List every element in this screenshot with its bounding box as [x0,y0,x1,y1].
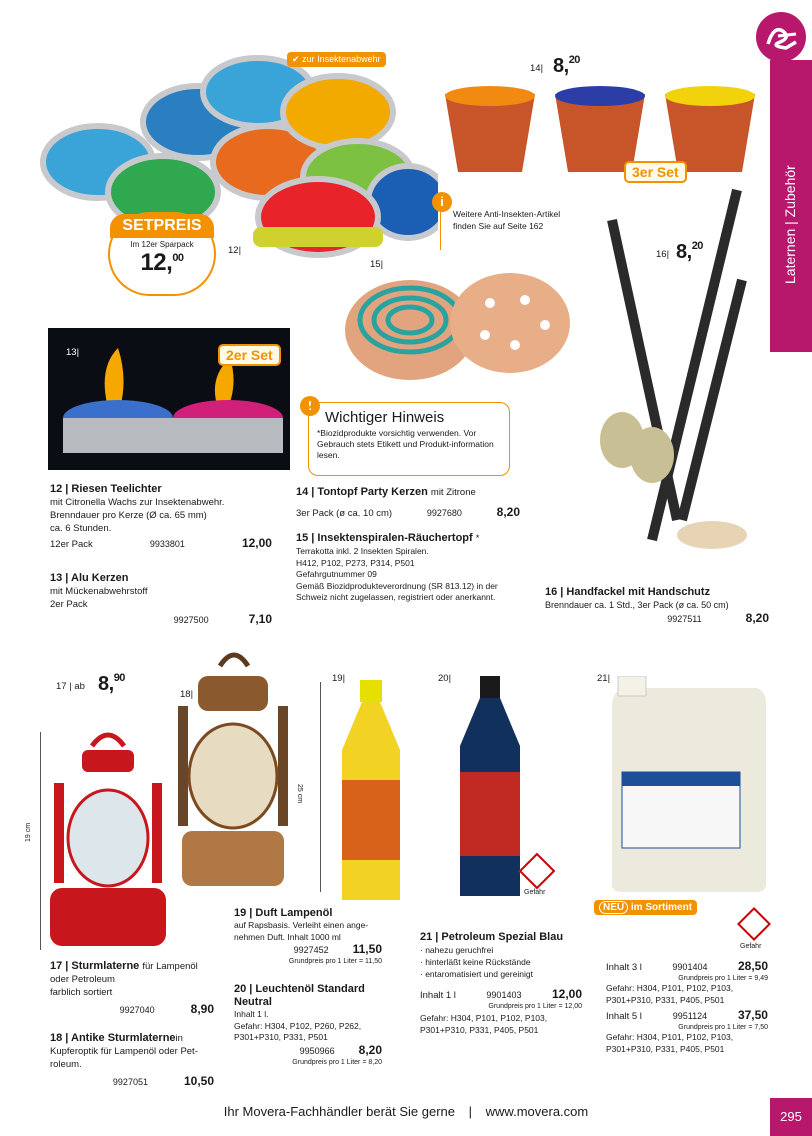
product-12 [50,482,272,551]
product-19-price: 11,50 [352,942,382,956]
insect-repellent-badge [287,52,386,67]
label-14: 14| [530,63,544,74]
info-icon: i [432,192,452,212]
label-19: 19| [332,673,346,684]
product-16-number: 9927511 [667,614,702,624]
product-14 [296,485,520,520]
tealights-photo [38,52,438,262]
mosquito-coil-pot-photo [340,265,570,395]
product-18-title-suffix: in Kupferoptik für Lampenöl oder Pet-roleum. [50,1033,198,1070]
product-12-desc-2: Brenndauer pro Kerze (Ø ca. 65 mm) [50,510,207,521]
coil-pot-illustration [340,265,570,395]
product-13 [50,571,272,627]
product-13-desc-2: 2er Pack [50,599,88,610]
product-21-bullet-3: entaromatisiert und gereinigt [425,969,533,979]
product-20-price: 8,20 [358,1042,382,1057]
info-box [440,208,560,250]
product-18-number: 9927051 [112,1077,148,1087]
hazard-label-20: Gefahr [524,889,546,896]
price-17-big: 8,90 [98,672,125,695]
price-14-big: 8,20 [553,54,580,77]
product-12-number: 9933801 [149,539,185,549]
product-16-title: 16 | Handfackel mit Handschutz [545,586,711,598]
product-17 [50,960,214,1017]
product-13-number: 9927500 [173,615,209,625]
hint-text: *Biozidprodukte vorsichtig verwenden. Vor Gebrauch stets Etikett und Produkt-information lesen. [317,428,494,460]
label-20: 20| [438,673,452,684]
dimension-line-19 [320,682,321,892]
product-14-title-suffix: mit Zitrone [430,487,476,498]
red-lantern-illustration [42,728,174,953]
label-21: 21| [597,673,611,684]
product-12-desc-1: mit Citronella Wachs zur Insektenabwehr. [50,497,225,508]
dimension-line-17 [40,732,41,950]
product-20-hazards: Gefahr: H304, P102, P260, P262, P301+P310, P331, P501 [234,1020,362,1042]
check-icon: ✔ [292,54,300,64]
new-in-range-badge [594,900,697,915]
product-21-number-1l: 9901403 [486,990,522,1000]
hazard-label-21: Gefahr [740,943,762,950]
label-13: 13| [66,347,80,358]
product-17-number: 9927040 [119,1005,155,1015]
product-20-desc-1: Inhalt 1 l. [234,1009,269,1019]
lamp-oil-bottle-illustration [330,680,412,906]
torches-illustration [572,180,767,580]
product-21-base-price-5l: Grundpreis pro 1 Liter = 7,50 [678,1024,768,1031]
product-12-price: 12,00 [241,536,272,550]
product-14-price: 8,20 [496,505,520,519]
petroleum-canister-photo [606,676,771,896]
footer-url[interactable]: www.movera.com [485,1104,589,1119]
product-14-title: 14 | Tontopf Party Kerzen [296,486,428,498]
product-18 [50,1032,214,1089]
product-15-desc-2: H412, P102, P273, P314, P501 [296,557,415,568]
product-21-bullet-2: hinterläßt keine Rückstände [425,957,531,967]
product-19 [234,906,382,966]
footer-separator: | [468,1104,473,1119]
product-21: 21 | Petroleum Spezial Blau · nahezu geruchfrei · hinterläßt keine Rückstände · entaromatisiert und gereinigt Inhalt 1 l 9901403 12,00 Grundpreis pro 1 Liter = 12,00 Gefahr: H304, P101, P102, P103, P301+P310, P331, P405, P501 [420,931,582,1035]
torches-photo [572,180,767,580]
product-19-base-price: Grundpreis pro 1 Liter = 11,50 [288,958,382,965]
product-21-size-1l: Inhalt 1 l [420,990,456,1001]
dimension-25cm: 25 cm [296,784,303,804]
badge-2er-set: 2er Set [218,344,281,366]
hint-icon: ! [300,396,320,416]
label-18: 18| [180,689,194,700]
product-21-price-5l: 37,50 [737,1008,768,1022]
red-storm-lantern-photo [42,728,174,953]
product-21-number-3l: 9901404 [672,962,708,972]
product-14-number: 9927680 [426,508,462,518]
product-14-pack: 3er Pack (ø ca. 10 cm) [296,508,393,519]
hazard-icon-21 [737,907,771,941]
setpreis-price: 12,00 [140,249,184,276]
product-21-size-5l: Inhalt 5 l [606,1011,642,1022]
page-number: 295 [770,1098,812,1136]
product-21-number-5l: 9951124 [672,1011,708,1021]
product-13-price: 7,10 [248,612,272,626]
setpreis-badge [108,212,216,296]
label-16: 16| [656,249,670,260]
clay-pot-candles-photo [440,82,760,177]
petroleum-bottle-photo [452,676,526,900]
product-21-hazards-3l: Gefahr: H304, P101, P102, P103, P301+P310, P331, P405, P501 [606,983,734,1005]
product-13-title: 13 | Alu Kerzen [50,572,129,584]
product-16 [545,585,769,626]
product-17-title-suffix: für Lampenöl oder Petroleum [50,961,198,985]
in-range-label: im Sortiment [630,902,693,913]
product-18-price: 10,50 [183,1074,214,1088]
product-15 [296,531,528,604]
footer-text: Ihr Movera-Fachhändler berät Sie gerne [223,1104,455,1119]
canister-illustration [606,676,771,896]
footer [0,1104,812,1128]
product-21-variants [606,960,768,1055]
product-19-title: 19 | Duft Lampenöl [234,907,333,919]
side-tab [770,60,812,352]
product-20-number: 9950966 [299,1045,335,1056]
dimension-19cm: 19 cm [25,822,32,842]
product-15-desc-3: Gefahrgutnummer 09 [296,569,377,579]
product-21-base-price-3l: Grundpreis pro 1 Liter = 9,49 [678,975,768,982]
product-20-title: 20 | Leuchtenöl Standard Neutral [234,983,365,1008]
setpreis-title: SETPREIS [110,214,214,238]
product-21-size-3l: Inhalt 3 l [606,962,642,973]
product-15-title: 15 | Insektenspiralen-Räuchertopf [296,532,473,544]
movera-logo [756,12,806,62]
product-21-bullet-1: nahezu geruchfrei [425,945,494,955]
product-12-pack: 12er Pack [50,539,93,550]
label-12: 12| [228,245,242,256]
product-12-desc-3: ca. 6 Stunden. [50,523,112,534]
product-19-number: 9927452 [293,945,329,955]
product-20 [234,983,382,1067]
clay-pots-illustration [440,82,760,177]
product-21-title: 21 | Petroleum Spezial Blau [420,931,564,943]
label-17: 17 | ab [56,681,85,692]
hint-title: Wichtiger Hinweis [325,409,445,426]
setpreis-subtitle: Im 12er Sparpack [130,240,194,249]
insect-repellent-label: zur Insektenabwehr [302,54,381,64]
product-17-title: 17 | Sturmlaterne [50,960,140,972]
scented-lamp-oil-photo [330,680,412,906]
antique-lantern-photo [168,646,298,896]
product-17-desc-1: farblich sortiert [50,987,113,998]
product-13-desc-1: mit Mückenabwehrstoff [50,586,148,597]
label-15: 15| [370,259,384,270]
product-21-hazards-1l: Gefahr: H304, P101, P102, P103, P301+P310, P331, P405, P501 [420,1013,548,1035]
product-21-base-price-1l: Grundpreis pro 1 Liter = 12,00 [488,1003,582,1010]
product-15-star: * [475,533,480,544]
tealights-illustration [38,52,438,262]
product-15-desc-1: Terrakotta inkl. 2 Insekten Spiralen. [296,546,429,556]
product-17-price: 8,90 [190,1002,214,1016]
logo-icon [756,12,806,62]
badge-3er-set: 3er Set [624,161,687,183]
petroleum-bottle-illustration [452,676,526,900]
product-16-price: 8,20 [745,611,769,625]
copper-lantern-illustration [168,646,298,896]
product-21-hazards-5l: Gefahr: H304, P101, P102, P103, P301+P310, P331, P405, P501 [606,1032,734,1054]
product-18-title: 18 | Antike Sturmlaterne [50,1032,176,1044]
important-hint-box [308,402,510,476]
new-label: NEU [599,901,628,914]
product-21-price-3l: 28,50 [737,959,768,973]
product-16-desc-1: Brenndauer ca. 1 Std., 3er Pack (ø ca. 50 cm) [545,600,729,610]
side-tab-label: Laternen | Zubehör [782,165,798,284]
product-20-base-price: Grundpreis pro 1 Liter = 8,20 [292,1058,382,1066]
info-text: Weitere Anti-Insekten-Artikel finden Sie auf Seite 162 [453,209,561,231]
price-16-big: 8,20 [676,240,703,263]
product-15-desc-4: Gemäß Biozidprodukteverordnung (SR 813.12) in der Schweiz nicht zugelassen, registriert oder anerkannt. [296,580,498,602]
product-12-title: 12 | Riesen Teelichter [50,483,162,495]
product-19-desc-1: auf Rapsbasis. Verleiht einen ange-nehmen Duft. Inhalt 1000 ml [234,920,369,942]
product-21-price-1l: 12,00 [551,987,582,1001]
